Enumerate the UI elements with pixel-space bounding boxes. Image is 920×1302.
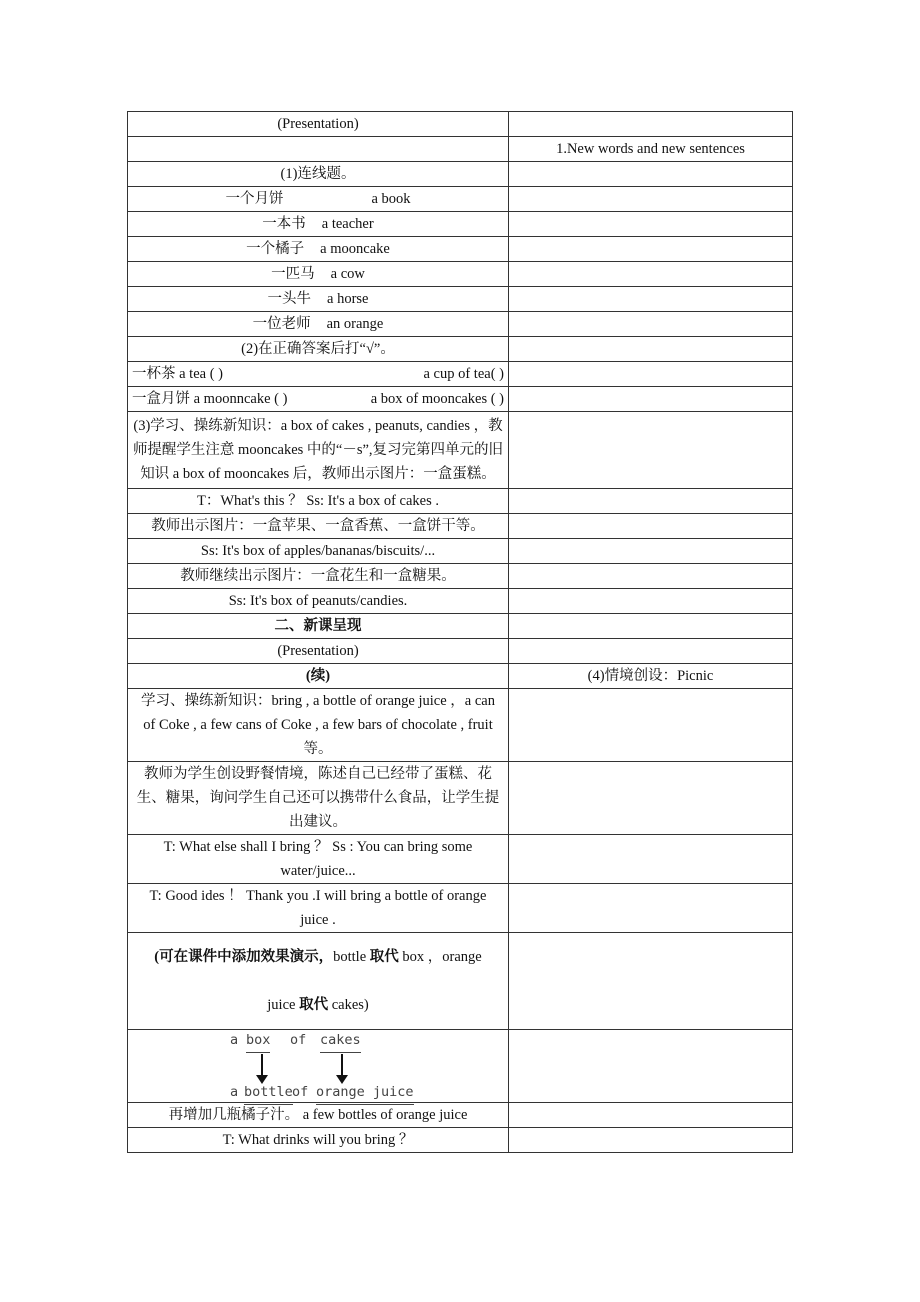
table-row [128, 362, 793, 387]
table-row [128, 689, 793, 762]
match-row [128, 237, 793, 262]
table-row [128, 514, 793, 539]
learn-text: 学习、操练新知识：bring , a bottle of orange juice ，a can of Coke , a few cans of Coke , a few bars of chocolate , fruit 等。 [128, 689, 509, 762]
dialog-line: T：What's this ？ Ss: It's a box of cakes . [128, 489, 509, 514]
table-row [128, 664, 793, 689]
few-bottles: 再增加几瓶橘子汁。 a few bottles of orange juice [128, 1103, 509, 1128]
table-row [128, 162, 793, 187]
match-row [128, 187, 793, 212]
dialog-line: T: Good ides ！ Thank you .I will bring a bottle of orange juice . [128, 884, 509, 933]
tick-option-right: a box of mooncakes ( ) [370, 391, 504, 407]
presentation-label: (Presentation) [128, 639, 509, 664]
table-row [128, 589, 793, 614]
match-row [128, 262, 793, 287]
tick-title: (2)在正确答案后打“√”。 [128, 337, 509, 362]
section-heading: 二、新课呈现 [128, 614, 509, 639]
table-row [128, 1103, 793, 1128]
table-row [128, 539, 793, 564]
table-row [128, 489, 793, 514]
table-row [128, 1030, 793, 1103]
down-arrow-icon [261, 1054, 263, 1076]
dialog-line: T: What else shall I bring ？ Ss : You can bring some water/juice... [128, 835, 509, 884]
new-words-heading: 1.New words and new sentences [509, 137, 793, 162]
table-row [128, 337, 793, 362]
table-row [128, 639, 793, 664]
teacher-instruction: 教师继续出示图片：一盒花生和一盒糖果。 [128, 564, 509, 589]
student-reply: Ss: It's box of peanuts/candies. [128, 589, 509, 614]
match-cn: 一位老师 [252, 316, 311, 332]
match-en: a teacher [321, 216, 374, 232]
match-en: an orange [326, 316, 384, 332]
match-cn: 一本书 [262, 216, 306, 232]
table-row [128, 884, 793, 933]
teacher-instruction: 教师出示图片：一盒苹果、一盒香蕉、一盒饼干等。 [128, 514, 509, 539]
lesson-plan-table [127, 111, 793, 1153]
match-en: a horse [327, 291, 369, 307]
picnic-text: 教师为学生创设野餐情境，陈述自己已经带了蛋糕、花生、糖果，询问学生自己还可以携带什么食品，让学生提出建议。 [128, 762, 509, 835]
match-row [128, 287, 793, 312]
student-reply: Ss: It's box of apples/bananas/biscuits/... [128, 539, 509, 564]
table-row [128, 835, 793, 884]
courseware-note: (可在课件中添加效果演示，bottle 取代 box ，orange juice 取代 cakes) [128, 933, 509, 1030]
tick-option-right: a cup of tea( ) [423, 366, 504, 382]
continued-label: (续) [128, 664, 509, 689]
tick-option-left: 一杯茶 a tea ( ) [132, 366, 223, 382]
dialog-line: T: What drinks will you bring ？ [128, 1128, 509, 1153]
table-row [128, 112, 793, 137]
table-row [128, 762, 793, 835]
tick-option-left: 一盒月饼 a moonncake ( ) [132, 391, 288, 407]
replacement-diagram: a box of cakes a bottle of orange juice [128, 1030, 509, 1103]
table-row [128, 412, 793, 489]
table-row [128, 387, 793, 412]
down-arrow-icon [341, 1054, 343, 1076]
match-en: a mooncake [320, 241, 390, 257]
match-cn: 一头牛 [267, 291, 312, 307]
match-cn: 一个橘子 [246, 241, 305, 257]
matching-title: (1)连线题。 [128, 162, 509, 187]
match-cn: 一匹马 [271, 266, 315, 282]
table-row [128, 933, 793, 1030]
match-en: a cow [330, 266, 365, 282]
match-row [128, 212, 793, 237]
table-row [128, 614, 793, 639]
step3-text: (3)学习、操练新知识：a box of cakes , peanuts, candies ，教师提醒学生注意 mooncakes 中的“－s”,复习完第四单元的旧知识 a box of mooncakes 后，教师出示图片：一盒蛋糕。 [128, 412, 509, 489]
presentation-header: (Presentation) [128, 112, 509, 137]
table-row [128, 1128, 793, 1153]
table-row [128, 564, 793, 589]
match-en: a book [371, 191, 411, 207]
match-cn: 一个月饼 [225, 191, 284, 207]
situation-label: (4)情境创设：Picnic [509, 664, 793, 689]
table-row [128, 137, 793, 162]
match-row [128, 312, 793, 337]
